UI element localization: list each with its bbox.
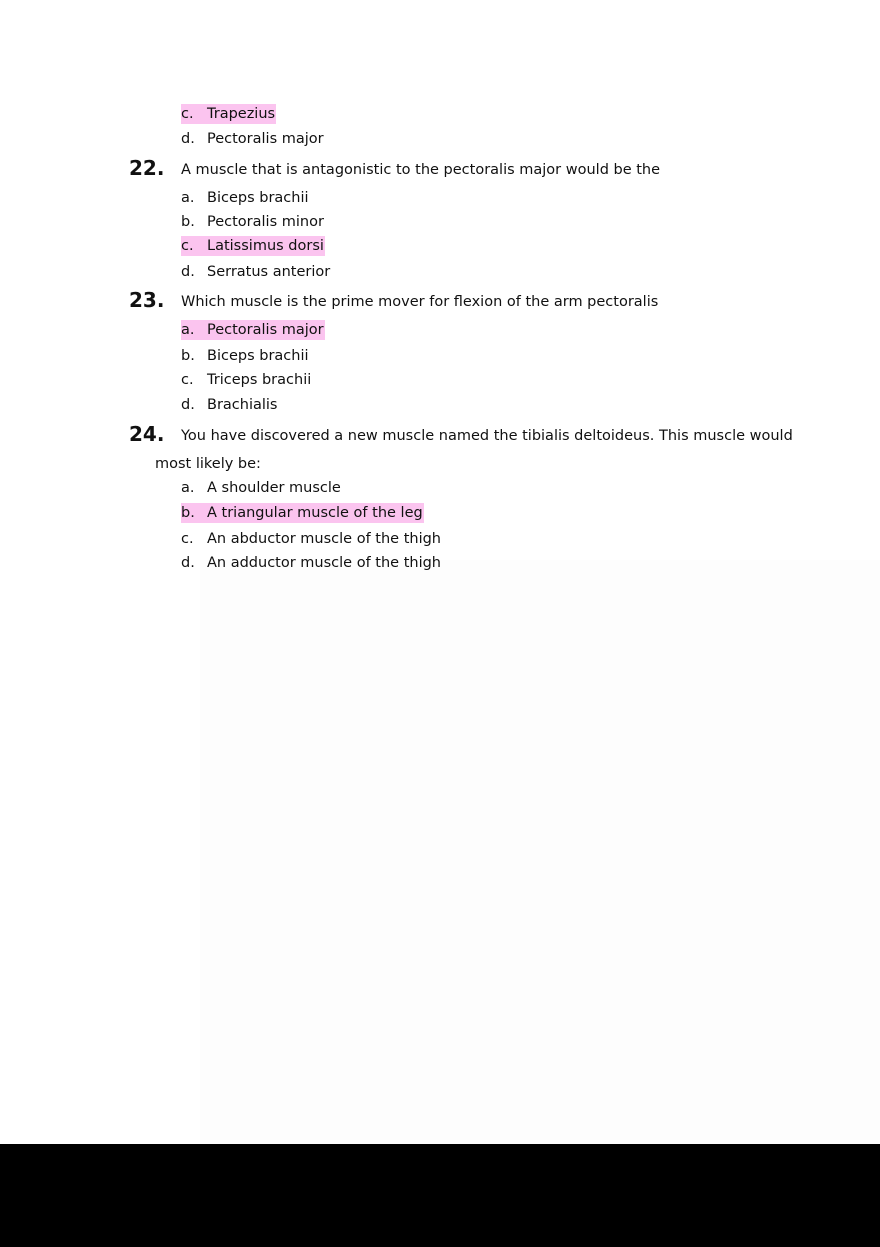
option-23b: b. Biceps brachii — [181, 348, 309, 364]
question-text-23: Which muscle is the prime mover for flexion of the arm pectoralis — [181, 294, 659, 310]
option-22c: c. Latissimus dorsi — [181, 238, 324, 254]
page-shade — [200, 560, 880, 1144]
bottom-black-bar — [0, 1144, 880, 1247]
option-23c: c. Triceps brachii — [181, 372, 312, 388]
option-24b: b. A triangular muscle of the leg — [181, 505, 423, 521]
question-text-22: A muscle that is antagonistic to the pectoralis major would be the — [181, 162, 661, 178]
option-24d: d. An adductor muscle of the thigh — [181, 555, 441, 571]
question-text-24-line1: You have discovered a new muscle named the tibialis deltoideus. This muscle would — [181, 428, 793, 444]
question-number-23: 23. — [129, 288, 165, 312]
option-23a: a. Pectoralis major — [181, 322, 324, 338]
option-24a: a. A shoulder muscle — [181, 480, 341, 496]
option-21c: c. Trapezius — [181, 106, 276, 122]
option-22a: a. Biceps brachii — [181, 190, 309, 206]
question-text-24-line2: most likely be: — [155, 456, 261, 472]
option-22d: d. Serratus anterior — [181, 264, 331, 280]
option-21d: d. Pectoralis major — [181, 131, 324, 147]
option-24c: c. An abductor muscle of the thigh — [181, 531, 441, 547]
question-number-24: 24. — [129, 422, 165, 446]
option-23d: d. Brachialis — [181, 397, 278, 413]
question-number-22: 22. — [129, 156, 165, 180]
option-22b: b. Pectoralis minor — [181, 214, 324, 230]
